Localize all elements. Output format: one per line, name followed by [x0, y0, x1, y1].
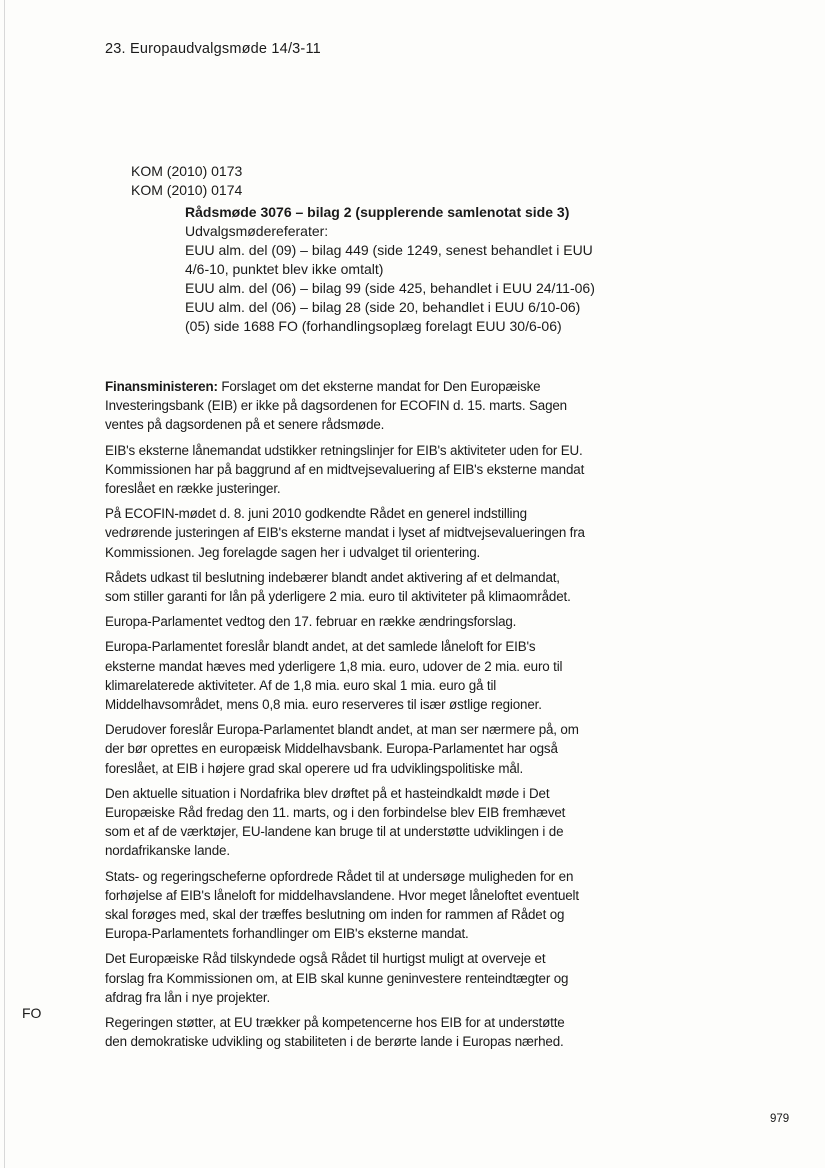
paragraph: Derudover foreslår Europa-Parlamentet blandt andet, at man ser nærmere på, om der bør oprettes en europæisk Middelhavsbank. Europa-Parlamentet har også foreslået, at EIB i højere grad skal operere ud fra udviklingspolitiske mål. — [105, 722, 579, 776]
paragraph: Det Europæiske Råd tilskyndede også Rådet til hurtigst muligt at overveje et forslag fra Kommissionen om, at EIB skal kunne geninvestere renteindtægter og afdrag fra lån i nye projekter. — [105, 951, 569, 1005]
kom-ref-2: KOM (2010) 0174 — [131, 182, 243, 198]
paragraph: Europa-Parlamentet foreslår blandt andet, at det samlede låneloft for EIB's eksterne mandat hæves med yderligere 1,8 mia. euro, udover de 2 mia. euro til klimarelaterede aktiviteter. Af de 1,8 mia. euro skal 1 mia. euro gå til Middelhavsområdet, mens 0,8 mia. euro reserveres til især østlige regioner. — [105, 639, 563, 713]
meeting-title: Rådsmøde 3076 – bilag 2 (supplerende samlenotat side 3) — [185, 204, 570, 220]
paragraph: Stats- og regeringscheferne opfordrede Rådet til at undersøge muligheden for en forhøjelse af EIB's låneloft for middelhavslandene. Hvor meget låneloftet eventuelt skal forøges med, skal der træffes beslutning om inden for rammen af Rådet og Europa-Parlamentets forhandlinger om EIB's eksterne mandat. — [105, 868, 579, 942]
paragraph: EIB's eksterne lånemandat udstikker retningslinjer for EIB's aktiviteter uden for EU. Kommissionen har på baggrund af en midtvejsevaluering af EIB's eksterne mandat foreslået en række justeringer. — [105, 442, 585, 497]
paragraph: Europa-Parlamentet vedtog den 17. februar en række ændringsforslag. — [105, 614, 517, 630]
meeting-references — [185, 203, 605, 336]
paragraph-text: Forslaget om det eksterne mandat for Den Europæiske Investeringsbank (EIB) er ikke på dagsordenen for ECOFIN d. 15. marts. Sagen ventes på dagsordenen på et senere rådsmøde. — [105, 379, 567, 433]
meeting-subtitle: Udvalgsmødereferater: — [185, 223, 329, 239]
meeting-ref: EUU alm. del (06) – bilag 99 (side 425, behandlet i EUU 24/11-06) — [185, 280, 595, 296]
paragraph: Rådets udkast til beslutning indebærer blandt andet aktivering af et delmandat, som stiller garanti for lån på yderligere 2 mia. euro til aktiviteter på klimaområdet. — [105, 569, 571, 605]
paragraph — [105, 377, 585, 435]
kom-ref-1: KOM (2010) 0173 — [131, 163, 243, 179]
scan-edge-line — [4, 0, 5, 1168]
paragraph: På ECOFIN-mødet d. 8. juni 2010 godkendte Rådet en generel indstilling vedrørende justeringen af EIB's eksterne mandat i lyset af midtvejsevalueringen fra Kommissionen. Jeg forelagde sagen her i udvalget til orientering. — [105, 506, 585, 560]
page-number: 979 — [770, 1113, 790, 1125]
page-header: 23. Europaudvalgsmøde 14/3-11 — [105, 41, 321, 57]
speaker-label: Finansministeren: — [105, 379, 218, 394]
paragraph: Den aktuelle situation i Nordafrika blev drøftet på et hasteindkaldt møde i Det Europæiske Råd fredag den 11. marts, og i den forbindelse blev EIB fremhævet som et af de værktøjer, EU-landene kan bruge til at understøtte udviklingen i de nordafrikanske lande. — [105, 785, 566, 859]
meeting-ref: EUU alm. del (09) – bilag 449 (side 1249, senest behandlet i EUU 4/6-10, punktet blev ikke omtalt) — [185, 242, 593, 277]
margin-label-fo: FO — [22, 1005, 42, 1021]
paragraph: Regeringen støtter, at EU trækker på kompetencerne hos EIB for at understøtte den demokratiske udvikling og stabiliteten i de berørte lande i Europas nærhed. — [105, 1015, 565, 1050]
meeting-ref: EUU alm. del (06) – bilag 28 (side 20, behandlet i EUU 6/10-06) (05) side 1688 FO (forhandlingsoplæg forelagt EUU 30/6-06) — [185, 299, 581, 334]
minutes-body — [105, 377, 585, 1058]
